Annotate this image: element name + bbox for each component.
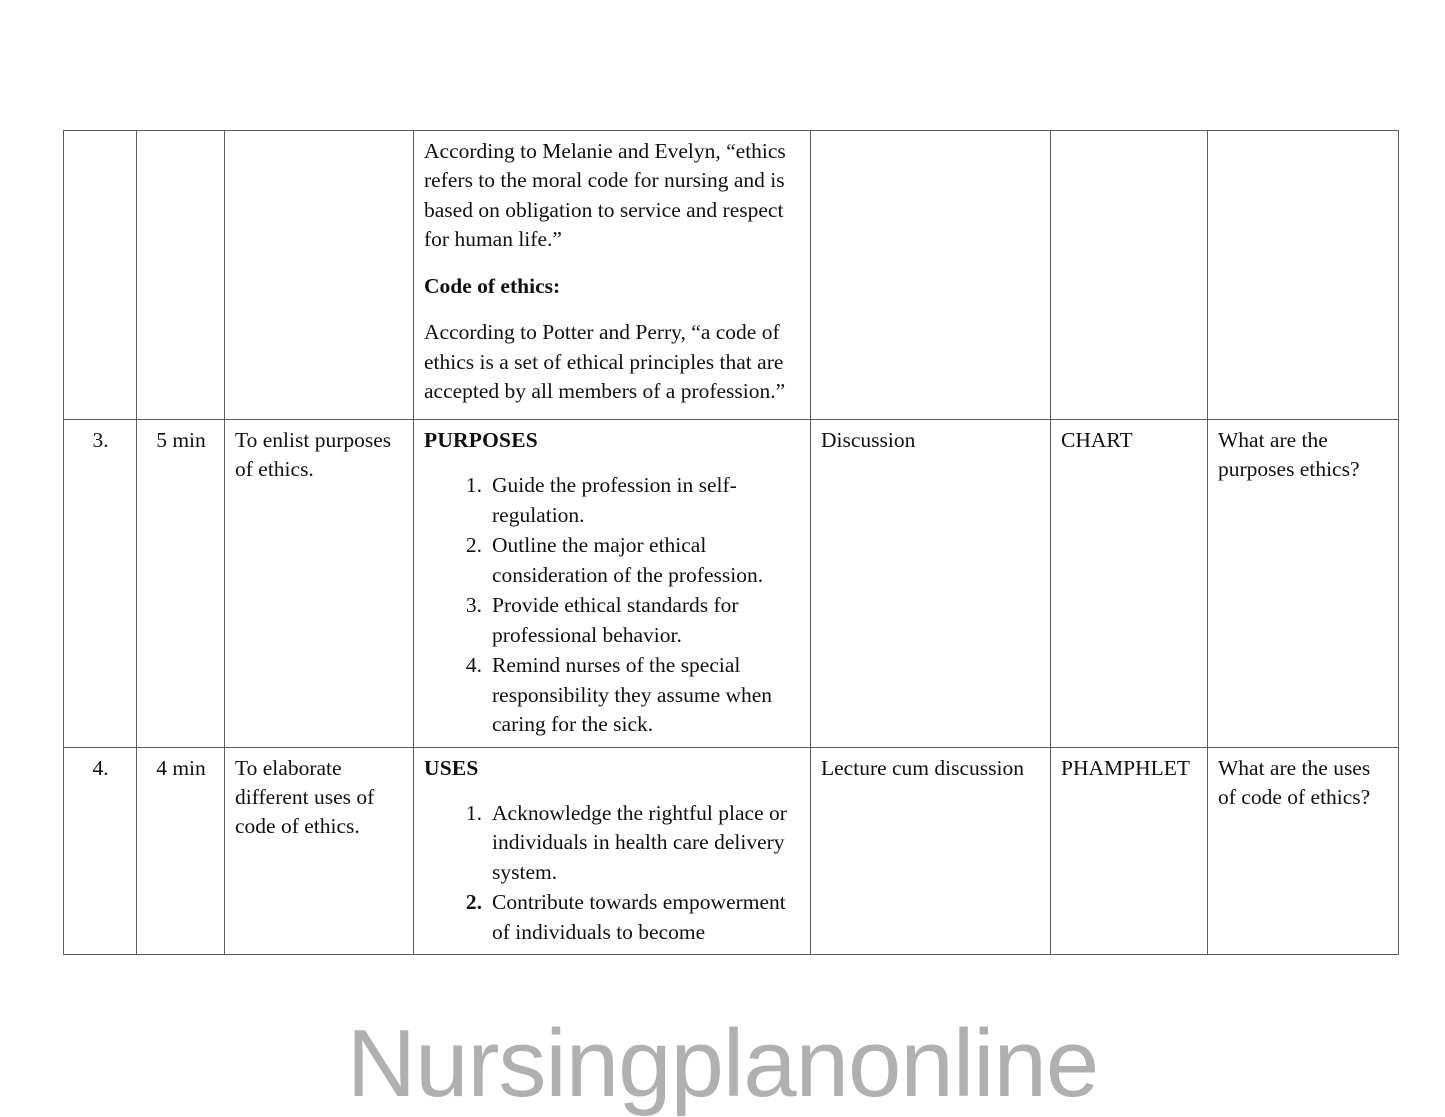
- list-item: Guide the profession in self-regulation.: [492, 473, 737, 527]
- uses-list: [424, 799, 801, 947]
- definition-melanie-evelyn: According to Melanie and Evelyn, “ethics refers to the moral code for nursing and is based on obligation to service and respect for human life.”: [424, 139, 786, 252]
- purposes-list: [424, 471, 801, 739]
- watermark-nursingplanonline: Nursingplanonline: [346, 1010, 1099, 1117]
- cell-method: Discussion: [811, 420, 1051, 748]
- list-item: Contribute towards empowerment of individuals to become: [492, 890, 786, 944]
- cell-content: [414, 747, 811, 955]
- cell-evaluation: What are the purposes ethics?: [1208, 420, 1399, 748]
- content-heading-purposes: PURPOSES: [424, 428, 538, 452]
- cell-sno: 3.: [64, 420, 137, 748]
- cell-aids: CHART: [1051, 420, 1208, 748]
- lesson-plan-table: [63, 130, 1399, 955]
- content-heading-uses: USES: [424, 755, 479, 780]
- cell-time: 4 min: [137, 747, 225, 955]
- cell-objective: [225, 131, 414, 420]
- cell-time: 5 min: [137, 420, 225, 748]
- list-item: Provide ethical standards for professional behavior.: [492, 593, 739, 647]
- list-item: Outline the major ethical consideration of the profession.: [492, 533, 764, 587]
- cell-objective: To elaborate different uses of code of ethics.: [225, 747, 414, 955]
- table-row: [64, 131, 1399, 420]
- cell-objective: To enlist purposes of ethics.: [225, 420, 414, 748]
- cell-evaluation: What are the uses of code of ethics?: [1208, 747, 1399, 955]
- cell-content: [414, 420, 811, 748]
- table-row: [64, 420, 1399, 748]
- definition-potter-perry: According to Potter and Perry, “a code of ethics is a set of ethical principles that are accepted by all members of a profession.”: [424, 320, 786, 404]
- subheading-code-of-ethics: Code of ethics:: [424, 273, 561, 298]
- cell-time: [137, 131, 225, 420]
- cell-sno: 4.: [64, 747, 137, 955]
- cell-aids: [1051, 131, 1208, 420]
- cell-content: [414, 131, 811, 420]
- cell-method: Lecture cum discussion: [811, 747, 1051, 955]
- table-row: [64, 747, 1399, 955]
- cell-sno: [64, 131, 137, 420]
- cell-aids: PHAMPHLET: [1051, 747, 1208, 955]
- cell-method: [811, 131, 1051, 420]
- list-item: Acknowledge the rightful place or individuals in health care delivery system.: [492, 800, 787, 884]
- cell-evaluation: [1208, 131, 1399, 420]
- list-item: Remind nurses of the special responsibility they assume when caring for the sick.: [492, 653, 773, 737]
